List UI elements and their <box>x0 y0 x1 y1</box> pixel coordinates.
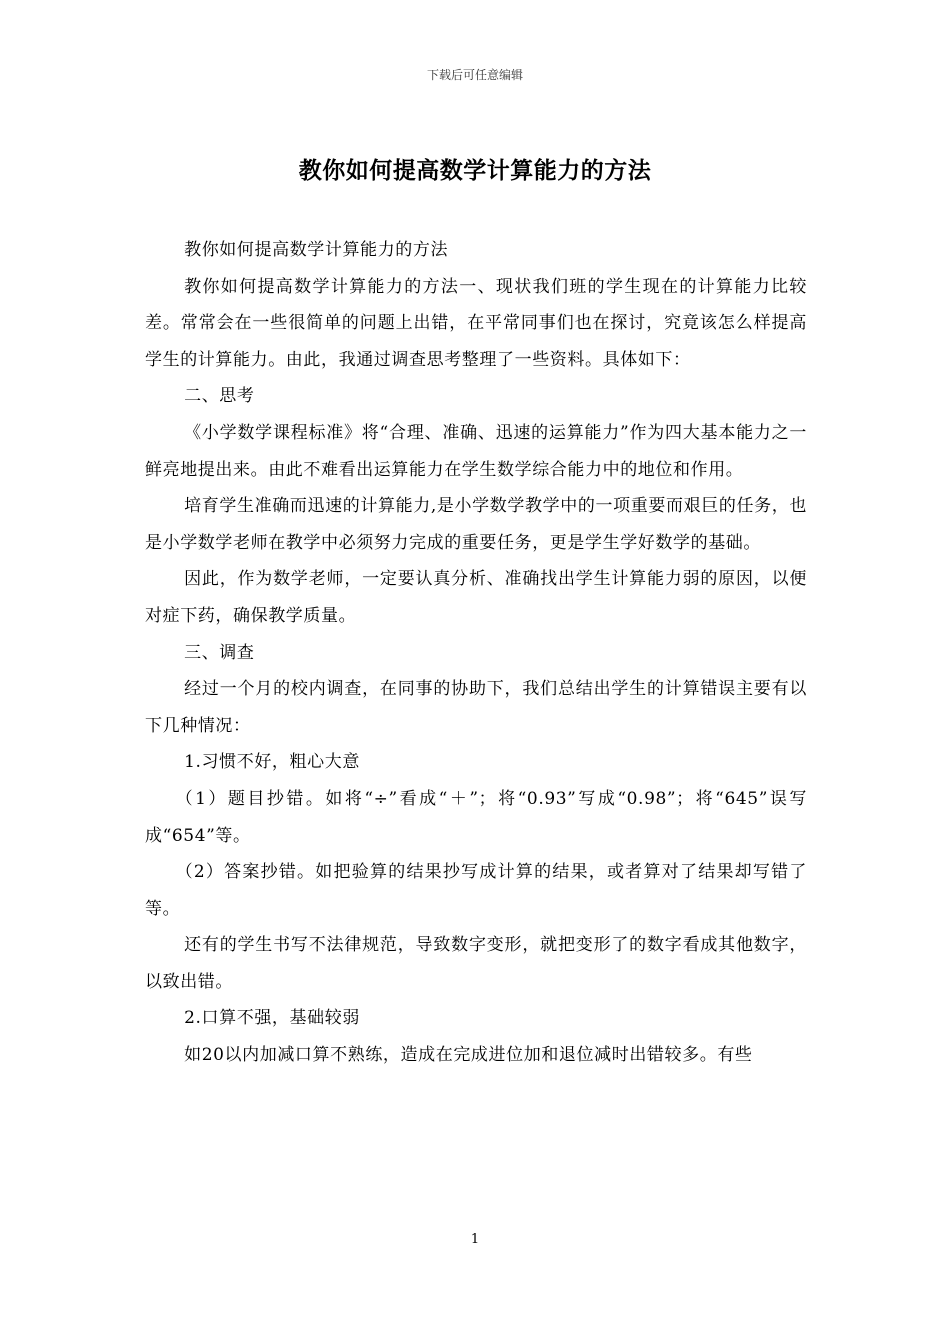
paragraph-curriculum: 《小学数学课程标准》将“合理、准确、迅速的运算能力”作为四大基本能力之一鲜亮地提出来。由此不难看出运算能力在学生数学综合能力中的地位和作用。 <box>145 422 807 480</box>
list-heading-mental-math: 2.口算不强，基础较弱 <box>184 1008 360 1029</box>
list-item-answer-error: （2）答案抄错。如把验算的结果抄写成计算的结果，或者算对了结果却写错了等。 <box>145 862 807 919</box>
header-note: 下载后可任意编辑 <box>426 68 523 82</box>
paragraph-therefore: 因此，作为数学老师，一定要认真分析、准确找出学生计算能力弱的原因，以便对症下药，确保教学质量。 <box>145 569 807 626</box>
list-item-copy-error: （1）题目抄错。如将“÷”看成“＋”；将“0.93”写成“0.98”；将“645”误写成“654”等。 <box>145 788 807 846</box>
paragraph-status: 教你如何提高数学计算能力的方法一、现状我们班的学生现在的计算能力比较差。常常会在一些很简单的问题上出错，在平常同事们也在探讨，究竟该怎么样提高学生的计算能力。由此，我通过调查思考整理了一些资料。具体如下： <box>145 276 807 370</box>
section-heading-thinking: 二、思考 <box>184 386 255 407</box>
list-heading-habits: 1.习惯不好，粗心大意 <box>184 752 360 773</box>
paragraph-subtitle: 教你如何提高数学计算能力的方法 <box>184 240 449 260</box>
section-heading-survey: 三、调查 <box>184 642 255 663</box>
page-number: 1 <box>470 1232 480 1247</box>
paragraph-handwriting: 还有的学生书写不法律规范，导致数字变形，就把变形了的数字看成其他数字，以致出错。 <box>145 935 807 992</box>
document-body <box>145 232 807 1074</box>
paragraph-mental-math: 如20以内加减口算不熟练，造成在完成进位加和退位减时出错较多。有些 <box>184 1045 753 1066</box>
paragraph-survey: 经过一个月的校内调查，在同事的协助下，我们总结出学生的计算错误主要有以下几种情况： <box>145 679 807 736</box>
paragraph-training: 培育学生准确而迅速的计算能力,是小学数学教学中的一项重要而艰巨的任务，也是小学数学老师在教学中必须努力完成的重要任务，更是学生学好数学的基础。 <box>145 496 807 553</box>
document-title: 教你如何提高数学计算能力的方法 <box>298 157 652 184</box>
